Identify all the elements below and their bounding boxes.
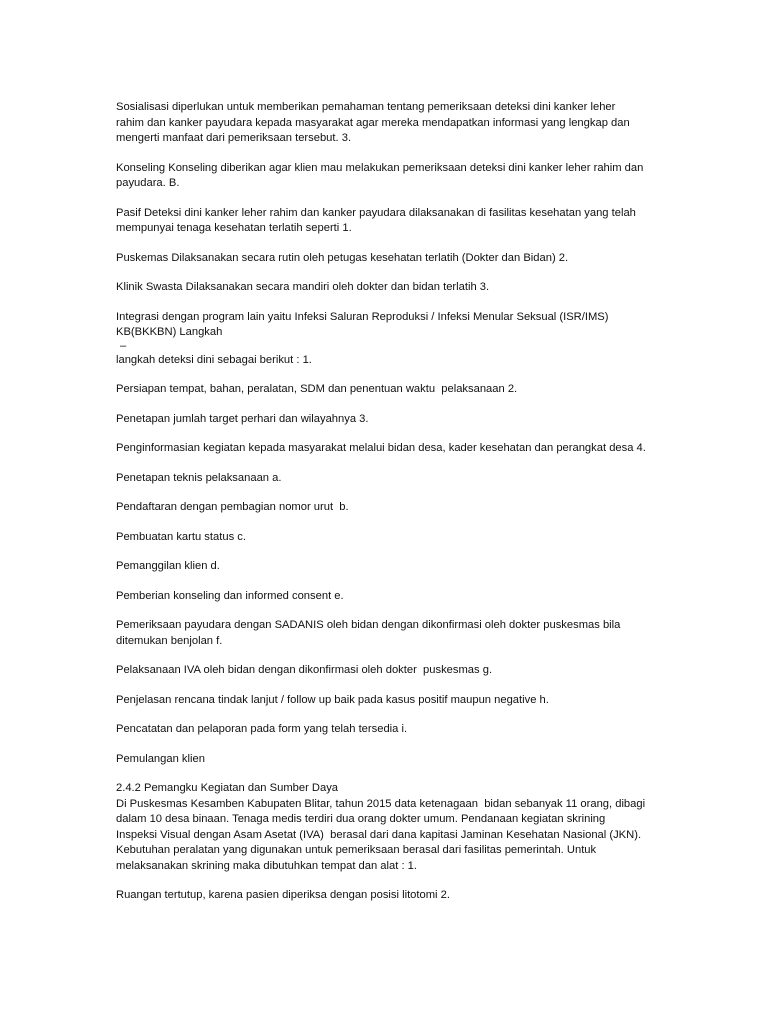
paragraph-penginformasian: Penginformasian kegiatan kepada masyarakat melalui bidan desa, kader kesehatan dan perangkat desa 4. [116, 442, 646, 454]
dash-separator: – [120, 339, 127, 352]
paragraph-langkah: langkah deteksi dini sebagai berikut : 1. [116, 353, 312, 366]
paragraph-pemberian-konseling: Pemberian konseling dan informed consent e. [116, 589, 344, 602]
paragraph-klinik-swasta: Klinik Swasta Dilaksanakan secara mandiri oleh dokter dan bidan terlatih 3. [116, 281, 490, 293]
paragraph-konseling: Konseling Konseling diberikan agar klien mau melakukan pemeriksaan deteksi dini kanker leher rahim dan payudara. B. [116, 161, 647, 189]
paragraph-penjelasan: Penjelasan rencana tindak lanjut / follow up baik pada kasus positif maupun negative h. [116, 693, 549, 706]
paragraph-puskemas: Puskemas Dilaksanakan secara rutin oleh petugas kesehatan terlatih (Dokter dan Bidan) 2. [116, 251, 569, 264]
paragraph-pemeriksaan-payudara: Pemeriksaan payudara dengan SADANIS oleh bidan dengan dikonfirmasi oleh dokter puskesmas bila ditemukan benjolan f. [116, 619, 624, 647]
paragraph-sosialisasi: Sosialisasi diperlukan untuk memberikan pemahaman tentang pemeriksaan deteksi dini kanker leher rahim dan kanker payudara kepada masyarakat agar mereka mendapatkan informasi yang lengkap dan mengerti manfaat dari pemeriksaan tersebut. 3. [116, 101, 633, 144]
paragraph-persiapan: Persiapan tempat, bahan, peralatan, SDM dan penentuan waktu pelaksanaan 2. [116, 383, 518, 395]
paragraph-pelaksanaan-iva: Pelaksanaan IVA oleh bidan dengan dikonfirmasi oleh dokter puskesmas g. [116, 664, 493, 676]
paragraph-penetapan-jumlah: Penetapan jumlah target perhari dan wilayahnya 3. [116, 412, 369, 425]
paragraph-pendaftaran: Pendaftaran dengan pembagian nomor urut b. [116, 501, 349, 513]
paragraph-penetapan-teknis: Penetapan teknis pelaksanaan a. [116, 471, 282, 484]
paragraph-pencatatan: Pencatatan dan pelaporan pada form yang telah tersedia i. [116, 723, 408, 735]
section-pemangku-kegiatan: 2.4.2 Pemangku Kegiatan dan Sumber Daya Di Puskesmas Kesamben Kabupaten Blitar, tahun 2015 data ketenagaan bidan sebanyak 11 orang, dibagi dalam 10 desa binaan. Tenaga medis terdiri dua orang dokter umum. Pendanaan kegiatan skrining Inspeksi Visual dengan Asam Asetat (IVA) berasal dari dana kapitasi Jaminan Kesehatan Nasional (JKN). Kebutuhan peralatan yang digunakan untuk pemeriksaan berasal dari fasilitas pemerintah. Untuk melaksanakan skrining maka dibutuhkan tempat dan alat : 1. [116, 782, 646, 872]
paragraph-ruangan: Ruangan tertutup, karena pasien diperiksa dengan posisi litotomi 2. [116, 889, 450, 901]
paragraph-integrasi: Integrasi dengan program lain yaitu Infeksi Saluran Reproduksi / Infeksi Menular Seksual (ISR/IMS) KB(BKKBN) Langkah [116, 310, 609, 338]
paragraph-pasif: Pasif Deteksi dini kanker leher rahim dan kanker payudara dilaksanakan di fasilitas kesehatan yang telah mempunyai tenaga kesehatan terlatih seperti 1. [116, 206, 640, 234]
document-body [116, 100, 646, 904]
paragraph-pemulangan: Pemulangan klien [116, 752, 205, 765]
paragraph-pemanggilan: Pemanggilan klien d. [116, 560, 220, 572]
paragraph-pembuatan-kartu: Pembuatan kartu status c. [116, 530, 246, 543]
